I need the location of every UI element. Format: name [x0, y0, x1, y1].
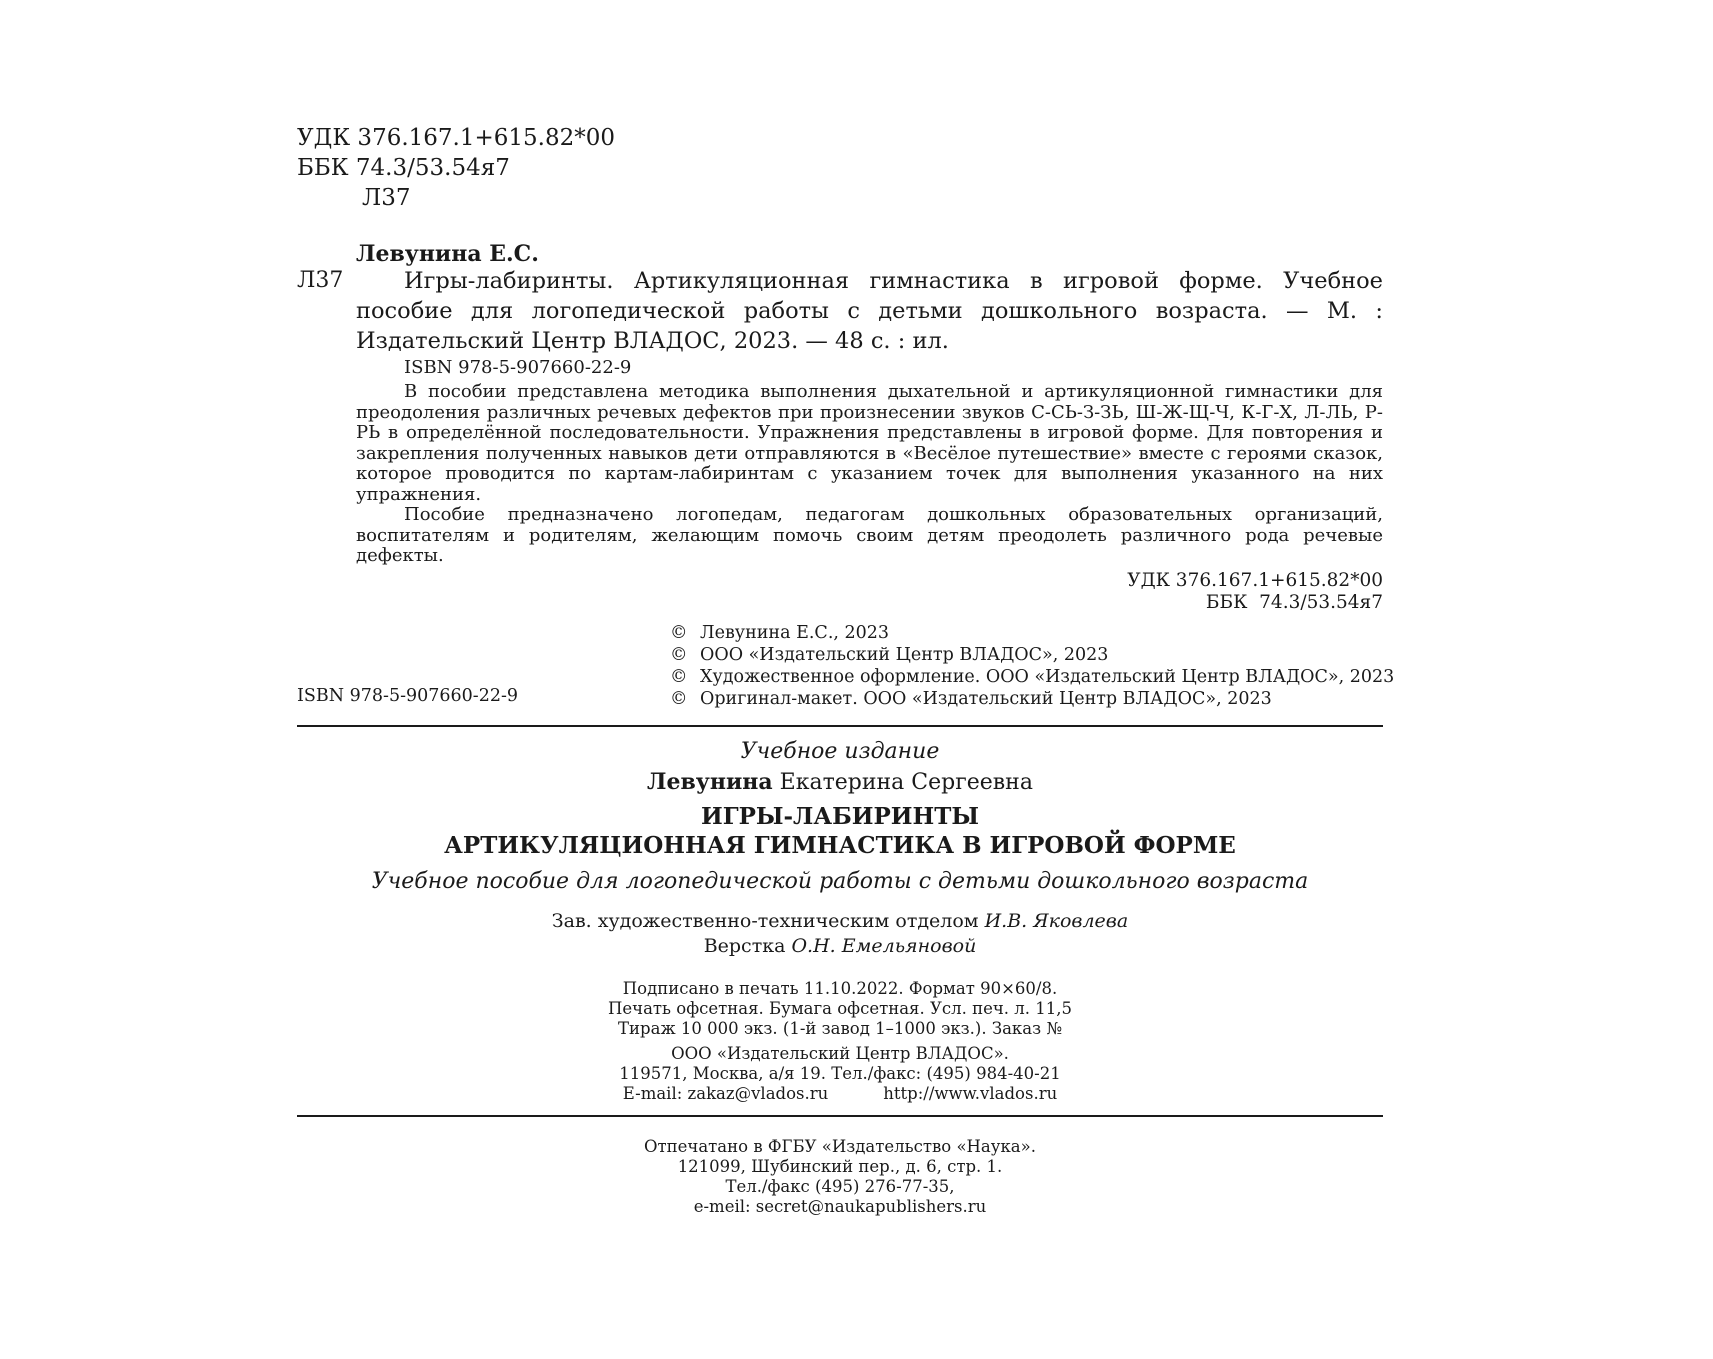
printer-line: e-meil: secret@naukapublishers.ru — [693, 1197, 987, 1216]
copyright-row — [670, 666, 1394, 688]
imprint-title-line1: ИГРЫ-ЛАБИРИНТЫ — [700, 803, 980, 830]
art-dept-line — [297, 910, 1383, 932]
isbn-left: ISBN 978-5-907660-22-9 — [297, 686, 519, 706]
udk-code: УДК 376.167.1+615.82*00 — [297, 125, 616, 151]
divider — [297, 1115, 1383, 1117]
udk-code-right: УДК 376.167.1+615.82*00 — [1127, 570, 1383, 591]
copyright-text: Оригинал-макет. ООО «Издательский Центр ВЛАДОС», 2023 — [700, 689, 1272, 709]
publisher-details — [297, 1044, 1383, 1104]
imprint-subtitle: Учебное пособие для логопедической работы с детьми дошкольного возраста — [371, 869, 1309, 894]
publisher-contacts — [297, 1084, 1383, 1104]
divider — [297, 725, 1383, 727]
bbk-code-right: ББК 74.3/53.54я7 — [1205, 592, 1383, 613]
copyright-text: ООО «Издательский Центр ВЛАДОС», 2023 — [700, 645, 1109, 665]
classification-right — [1127, 570, 1383, 614]
copyright-list — [670, 622, 1394, 710]
printer-line: Отпечатано в ФГБУ «Издательство «Наука». — [644, 1137, 1036, 1156]
annotation-paragraph: Пособие предназначено логопедам, педагогам дошкольных образовательных организаций, воспитателям и родителям, желающим помочь своим детям преодолеть различного рода речевые дефекты. — [356, 504, 1383, 566]
printer-line: Тел./факс (495) 276-77-35, — [725, 1177, 955, 1196]
copyright-icon: © — [670, 645, 688, 665]
print-details — [297, 979, 1383, 1039]
copyright-row — [670, 688, 1394, 710]
printer-details — [297, 1137, 1383, 1217]
bib-description — [356, 266, 1383, 356]
author-surname: Левунина — [647, 769, 773, 795]
imprint-title-line2: АРТИКУЛЯЦИОННАЯ ГИМНАСТИКА В ИГРОВОЙ ФОРМЕ — [444, 832, 1236, 859]
bib-author: Левунина Е.С. — [356, 241, 539, 267]
layout-label: Верстка — [703, 935, 786, 957]
publisher-line: ООО «Издательский Центр ВЛАДОС». — [671, 1044, 1009, 1063]
publisher-email: E-mail: zakaz@vlados.ru — [622, 1084, 829, 1103]
printer-line: 121099, Шубинский пер., д. 6, стр. 1. — [677, 1157, 1003, 1176]
imprint-author — [297, 769, 1383, 795]
publisher-line: 119571, Москва, а/я 19. Тел./факс: (495) 984-40-21 — [619, 1064, 1061, 1083]
annotation — [356, 382, 1383, 567]
print-line: Печать офсетная. Бумага офсетная. Усл. печ. л. 11,5 — [608, 999, 1072, 1018]
copyright-icon: © — [670, 623, 688, 643]
art-dept-name: И.В. Яковлева — [984, 910, 1129, 932]
bbk-code: ББК 74.3/53.54я7 — [297, 155, 510, 181]
annotation-paragraph: В пособии представлена методика выполнения дыхательной и артикуляционной гимнастики для преодоления различных речевых дефектов при произнесении звуков С-СЬ-З-ЗЬ, Ш-Ж-Щ-Ч, К-Г-Х, Л-ЛЬ, Р-РЬ в определённой последовательности. Упражнения представлены в игровой форме. Для повторения и закрепления полученных навыков дети отправляются в «Весёлое путешествие» вместе с героями сказок, которое проводится по картам-лабиринтам с указанием точек для выполнения указанного на них упражнения. — [356, 381, 1383, 505]
copyright-row — [670, 622, 1394, 644]
copyright-icon: © — [670, 689, 688, 709]
bib-isbn: ISBN 978-5-907660-22-9 — [404, 357, 632, 378]
layout-name: О.Н. Емельяновой — [791, 935, 977, 957]
publisher-web: http://www.vlados.ru — [883, 1084, 1058, 1103]
print-line: Тираж 10 000 экз. (1-й завод 1–1000 экз.). Заказ № — [618, 1019, 1062, 1038]
layout-line — [297, 935, 1383, 957]
copyright-text: Левунина Е.С., 2023 — [700, 623, 890, 643]
print-line: Подписано в печать 11.10.2022. Формат 90×60/8. — [622, 979, 1058, 998]
copyright-text: Художественное оформление. ООО «Издательский Центр ВЛАДОС», 2023 — [700, 667, 1395, 687]
author-sign-code: Л37 — [362, 185, 411, 211]
edition-type: Учебное издание — [740, 739, 940, 764]
copyright-row — [670, 644, 1394, 666]
art-dept-label: Зав. художественно-техническим отделом — [551, 910, 979, 932]
author-name: Екатерина Сергеевна — [779, 770, 1033, 795]
bib-code: Л37 — [297, 268, 344, 293]
copyright-icon: © — [670, 667, 688, 687]
bib-title-block: Игры-лабиринты. Артикуляционная гимнастика в игровой форме. Учебное пособие для логопедической работы с детьми дошкольного возраста. — М. : Издательский Центр ВЛАДОС, 2023. — 48 с. : ил. — [356, 268, 1383, 354]
